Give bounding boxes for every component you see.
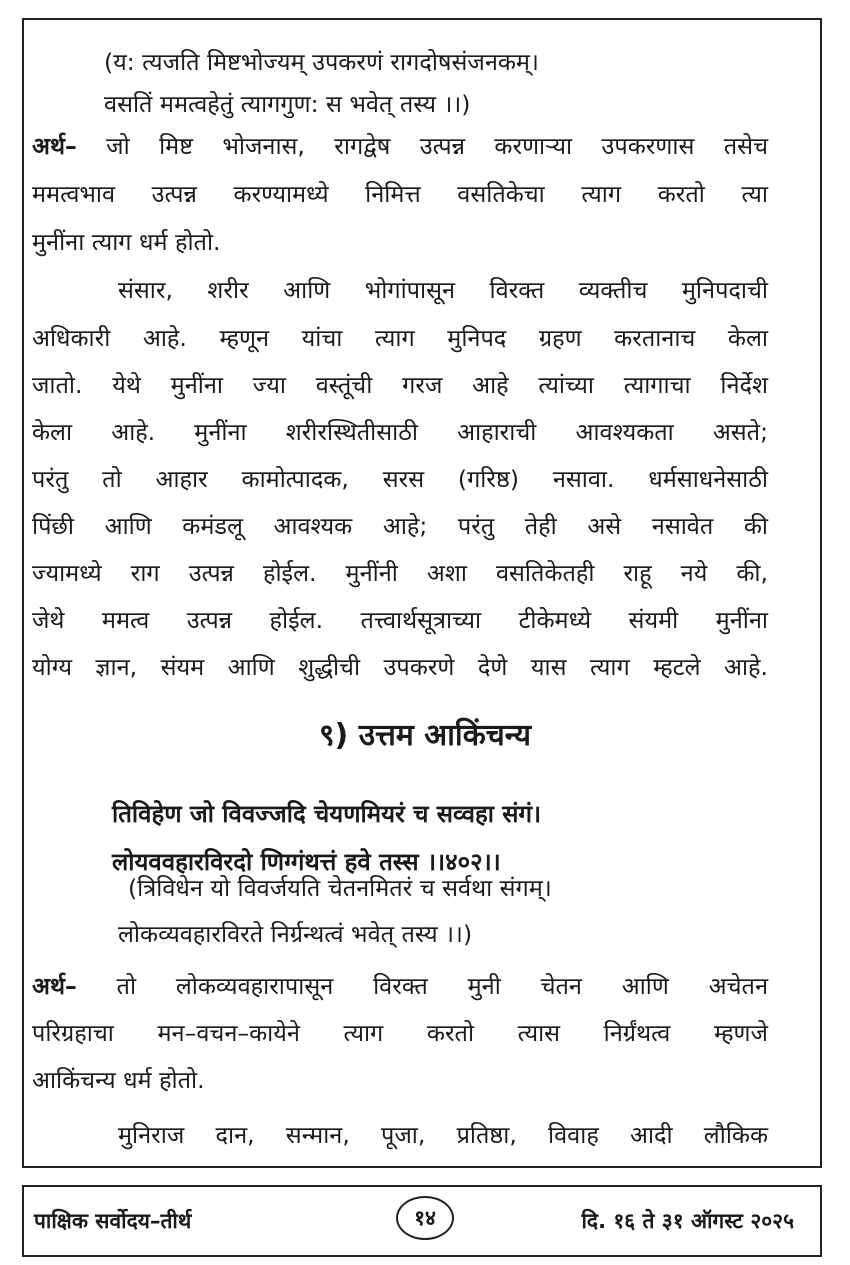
verse2-line1: (त्रिविधेन यो विवर्जयति चेतनमितरं च सर्वथा संगम्। [128,874,552,902]
artha2-line1 [32,966,768,1006]
artha1-line1 [32,126,768,166]
gatha-line1: तिविहेण जो विवज्जदि चेयणमियरं च सव्वहा संगं। [112,800,542,828]
para1-line1: संसार, शरीर आणि भोगांपासून विरक्त व्यक्तीच मुनिपदाची [118,276,768,304]
artha1-line2: ममत्वभाव उत्पन्न करण्यामध्ये निमित्त वसतिकेचा त्याग करतो त्या [32,180,768,208]
verse2-line2: लोकव्यवहारविरते निर्ग्रन्थत्वं भवेत् तस्य ।।) [118,920,473,948]
para1-line7: ज्यामध्ये राग उत्पन्न होईल. मुनींनी अशा वसतिकेतही राहू नये की, [32,559,768,587]
page-number-badge: १४ [396,1196,454,1240]
para1-line6: पिंछी आणि कमंडलू आवश्यक आहे; परंतु तेही असे नसावेत की [32,512,768,540]
artha1-line3: मुनींना त्याग धर्म होतो. [32,228,221,256]
verse1-line2: वसतिं ममत्वहेतुं त्यागगुण: स भवेत् तस्य ।।) [104,90,471,118]
para1-line4: केला आहे. मुनींना शरीरस्थितीसाठी आहाराची आवश्यकता असते; [32,418,768,446]
para2-line1: मुनिराज दान, सन्मान, पूजा, प्रतिष्ठा, विवाह आदी लौकिक [118,1121,768,1149]
para1-line9: योग्य ज्ञान, संयम आणि शुद्धीची उपकरणे देणे यास त्याग म्हटले आहे. [32,653,768,681]
section-heading: ९) उत्तम आकिंचन्य [318,718,532,753]
para1-line3: जातो. येथे मुनींना ज्या वस्तूंची गरज आहे त्यांच्या त्यागाचा निर्देश [32,371,768,399]
verse1-line1: (य: त्यजति मिष्टभोज्यम् उपकरणं रागदोषसंजनकम्। [104,48,539,76]
artha2-text1: तो लोकव्यवहारापासून विरक्त मुनी चेतन आणि अचेतन [116,972,768,1000]
para1-line8: जेथे ममत्व उत्पन्न होईल. तत्त्वार्थसूत्राच्या टीकेमध्ये संयमी मुनींना [32,606,768,634]
footer-date: दि. १६ ते ३१ ऑगस्ट २०२५ [581,1209,794,1233]
para1-line2: अधिकारी आहे. म्हणून यांचा त्याग मुनिपद ग्रहण करतानाच केला [32,324,768,352]
para1-line5: परंतु तो आहार कामोत्पादक, सरस (गरिष्ठ) नसावा. धर्मसाधनेसाठी [32,465,768,493]
artha2-label: अर्थ– [32,972,77,1000]
artha2-line3: आकिंचन्य धर्म होतो. [32,1066,205,1094]
artha1-label: अर्थ– [32,132,77,160]
footer-publication: पाक्षिक सर्वोदय–तीर्थ [34,1209,192,1233]
gatha-line2: लोयववहारविरदो णिग्गंथत्तं हवे तस्स ।।४०२।। [112,848,501,876]
artha2-line2: परिग्रहाचा मन–वचन–कायेने त्याग करतो त्यास निर्ग्रंथत्व म्हणजे [32,1019,768,1047]
artha1-text1: जो मिष्ट भोजनास, रागद्वेष उत्पन्न करणाऱ्या उपकरणास तसेच [106,132,768,160]
